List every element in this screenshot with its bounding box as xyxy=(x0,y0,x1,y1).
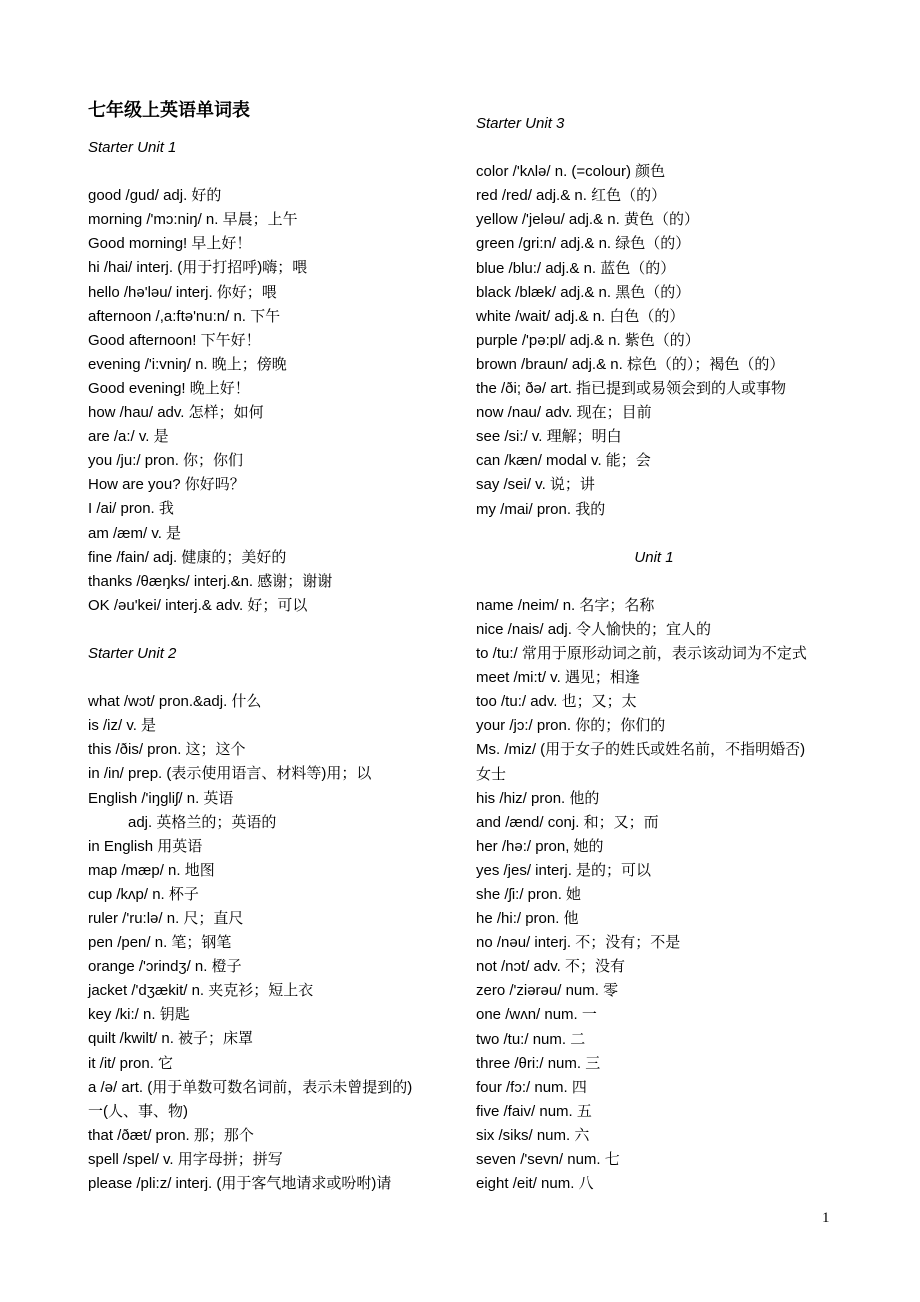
vocab-entry: how /hau/ adv. 怎样；如何 xyxy=(88,404,264,422)
vocab-entry: her /hə:/ pron, 她的 xyxy=(476,837,604,855)
vocab-entry: no /nəu/ interj. 不；没有；不是 xyxy=(476,934,681,952)
vocab-entry: one /wʌn/ num. 一 xyxy=(476,1006,597,1024)
vocab-entry: five /faiv/ num. 五 xyxy=(476,1102,592,1120)
vocab-entry: 一(人、事、物) xyxy=(88,1102,188,1120)
vocab-entry: key /ki:/ n. 钥匙 xyxy=(88,1006,190,1024)
vocab-entry: map /mæp/ n. 地图 xyxy=(88,861,215,879)
vocab-entry: orange /'ɔrindʒ/ n. 橙子 xyxy=(88,958,242,976)
vocab-entry: zero /'ziərəu/ num. 零 xyxy=(476,982,619,1000)
vocab-entry: Good afternoon! 下午好！ xyxy=(88,331,261,349)
vocab-entry: color /'kʌlə/ n. (=colour) 颜色 xyxy=(476,163,666,181)
vocab-entry: green /gri:n/ adj.& n. 绿色（的） xyxy=(476,235,691,253)
vocab-entry: blue /blu:/ adj.& n. 蓝色（的） xyxy=(476,259,676,277)
vocab-entry: 女士 xyxy=(476,765,507,783)
vocab-entry: How are you? 你好吗？ xyxy=(88,476,245,494)
vocab-entry: six /siks/ num. 六 xyxy=(476,1126,590,1144)
vocab-entry: my /mai/ pron. 我的 xyxy=(476,500,606,518)
vocab-entry: hi /hai/ interj. (用于打招呼)嗨；喂 xyxy=(88,259,308,277)
vocab-entry: fine /fain/ adj. 健康的；美好的 xyxy=(88,548,287,566)
blank-line xyxy=(476,522,876,546)
left-column xyxy=(88,136,468,1196)
vocab-entry: jacket /'dʒækit/ n. 夹克衫；短上衣 xyxy=(88,982,314,1000)
blank-line xyxy=(476,136,876,160)
blank-line xyxy=(476,570,876,594)
vocab-entry: in /in/ prep. (表示使用语言、材料等)用；以 xyxy=(88,765,372,783)
vocab-entry: seven /'sevn/ num. 七 xyxy=(476,1151,620,1169)
vocab-entry: you /ju:/ pron. 你；你们 xyxy=(88,452,244,470)
vocab-entry: black /blæk/ adj.& n. 黑色（的） xyxy=(476,283,691,301)
vocab-entry: name /neim/ n. 名字；名称 xyxy=(476,596,655,614)
vocab-entry: meet /mi:t/ v. 遇见；相逢 xyxy=(476,669,640,687)
vocab-entry: she /ʃi:/ pron. 她 xyxy=(476,886,582,903)
vocab-entry: Good evening! 晚上好！ xyxy=(88,379,250,397)
vocab-entry: I /ai/ pron. 我 xyxy=(88,500,174,518)
vocab-entry: it /it/ pron. 它 xyxy=(88,1054,174,1072)
vocab-entry: is /iz/ v. 是 xyxy=(88,717,157,735)
vocab-definition: adj. 英格兰的；英语的 xyxy=(128,813,277,831)
unit-heading: Starter Unit 3 xyxy=(476,115,565,132)
vocab-entry: pen /pen/ n. 笔；钢笔 xyxy=(88,934,232,952)
vocab-entry: and /ænd/ conj. 和；又；而 xyxy=(476,813,659,831)
vocab-entry: morning /'mɔ:niŋ/ n. 早晨；上午 xyxy=(88,211,298,229)
vocab-entry: that /ðæt/ pron. 那；那个 xyxy=(88,1126,254,1144)
vocab-entry: evening /'i:vniŋ/ n. 晚上；傍晚 xyxy=(88,355,287,373)
vocab-entry: in English 用英语 xyxy=(88,837,203,855)
vocab-entry: a /ə/ art. (用于单数可数名词前，表示未曾提到的) xyxy=(88,1078,413,1096)
vocab-entry: not /nɔt/ adv. 不；没有 xyxy=(476,958,625,976)
vocab-entry: afternoon /,a:ftə'nu:n/ n. 下午 xyxy=(88,307,281,325)
vocab-entry: two /tu:/ num. 二 xyxy=(476,1030,586,1048)
vocab-entry: are /a:/ v. 是 xyxy=(88,428,169,446)
vocab-entry: what /wɔt/ pron.&adj. 什么 xyxy=(88,693,262,711)
vocab-entry: OK /əu'kei/ interj.& adv. 好；可以 xyxy=(88,596,308,614)
vocab-entry: white /wait/ adj.& n. 白色（的） xyxy=(476,307,685,325)
unit-heading: Starter Unit 1 xyxy=(88,139,177,156)
vocab-entry: say /sei/ v. 说；讲 xyxy=(476,476,595,494)
blank-line xyxy=(88,618,468,642)
vocab-entry: English /'iŋgliʃ/ n. 英语 xyxy=(88,789,234,807)
vocab-entry: his /hiz/ pron. 他的 xyxy=(476,789,600,807)
vocab-entry: to /tu:/ 常用于原形动词之前，表示该动词为不定式 xyxy=(476,645,807,663)
vocab-entry: can /kæn/ modal v. 能；会 xyxy=(476,452,651,470)
vocab-entry: good /gud/ adj. 好的 xyxy=(88,187,222,205)
page-title: 七年级上英语单词表 xyxy=(88,100,250,121)
vocab-entry: four /fɔ:/ num. 四 xyxy=(476,1078,587,1096)
vocab-entry: three /θri:/ num. 三 xyxy=(476,1054,601,1072)
vocab-entry: yellow /'jeləu/ adj.& n. 黄色（的） xyxy=(476,211,699,229)
vocab-entry: spell /spel/ v. 用字母拼；拼写 xyxy=(88,1150,283,1168)
vocab-entry: eight /eit/ num. 八 xyxy=(476,1175,594,1193)
vocab-entry: see /si:/ v. 理解；明白 xyxy=(476,428,622,446)
vocab-entry: Ms. /miz/ (用于女子的姓氏或姓名前，不指明婚否) xyxy=(476,741,806,759)
vocab-entry: now /nau/ adv. 现在；目前 xyxy=(476,404,652,422)
vocab-entry: hello /hə'ləu/ interj. 你好；喂 xyxy=(88,283,277,301)
vocab-entry: brown /braun/ adj.& n. 棕色（的）；褐色（的） xyxy=(476,355,785,373)
unit-heading: Unit 1 xyxy=(634,548,674,566)
vocab-entry: thanks /θæŋks/ interj.&n. 感谢；谢谢 xyxy=(88,572,333,590)
vocab-entry: this /ðis/ pron. 这；这个 xyxy=(88,741,246,759)
vocab-entry: am /æm/ v. 是 xyxy=(88,524,182,542)
vocab-entry: Good morning! 早上好！ xyxy=(88,235,252,253)
vocab-entry: too /tu:/ adv. 也；又；太 xyxy=(476,693,637,711)
vocab-entry: your /jɔ:/ pron. 你的；你们的 xyxy=(476,717,666,735)
vocab-entry: he /hi:/ pron. 他 xyxy=(476,910,579,928)
vocab-entry: ruler /'ru:lə/ n. 尺；直尺 xyxy=(88,910,244,927)
vocab-entry: quilt /kwilt/ n. 被子；床罩 xyxy=(88,1030,254,1048)
vocab-entry: yes /jes/ interj. 是的；可以 xyxy=(476,861,652,879)
unit-heading: Starter Unit 2 xyxy=(88,644,177,662)
vocab-entry: purple /'pə:pl/ adj.& n. 紫色（的） xyxy=(476,331,700,349)
blank-line xyxy=(88,160,468,184)
vocab-entry: nice /nais/ adj. 令人愉快的；宜人的 xyxy=(476,620,712,638)
blank-line xyxy=(88,666,468,690)
vocab-entry: red /red/ adj.& n. 红色（的） xyxy=(476,187,667,205)
page-number: 1 xyxy=(822,1210,830,1226)
vocab-entry: the /ði; ðə/ art. 指已提到或易领会到的人或事物 xyxy=(476,380,787,398)
right-column xyxy=(476,112,876,1196)
vocab-entry: please /pli:z/ interj. (用于客气地请求或吩咐)请 xyxy=(88,1175,392,1193)
vocab-entry: cup /kʌp/ n. 杯子 xyxy=(88,885,199,903)
